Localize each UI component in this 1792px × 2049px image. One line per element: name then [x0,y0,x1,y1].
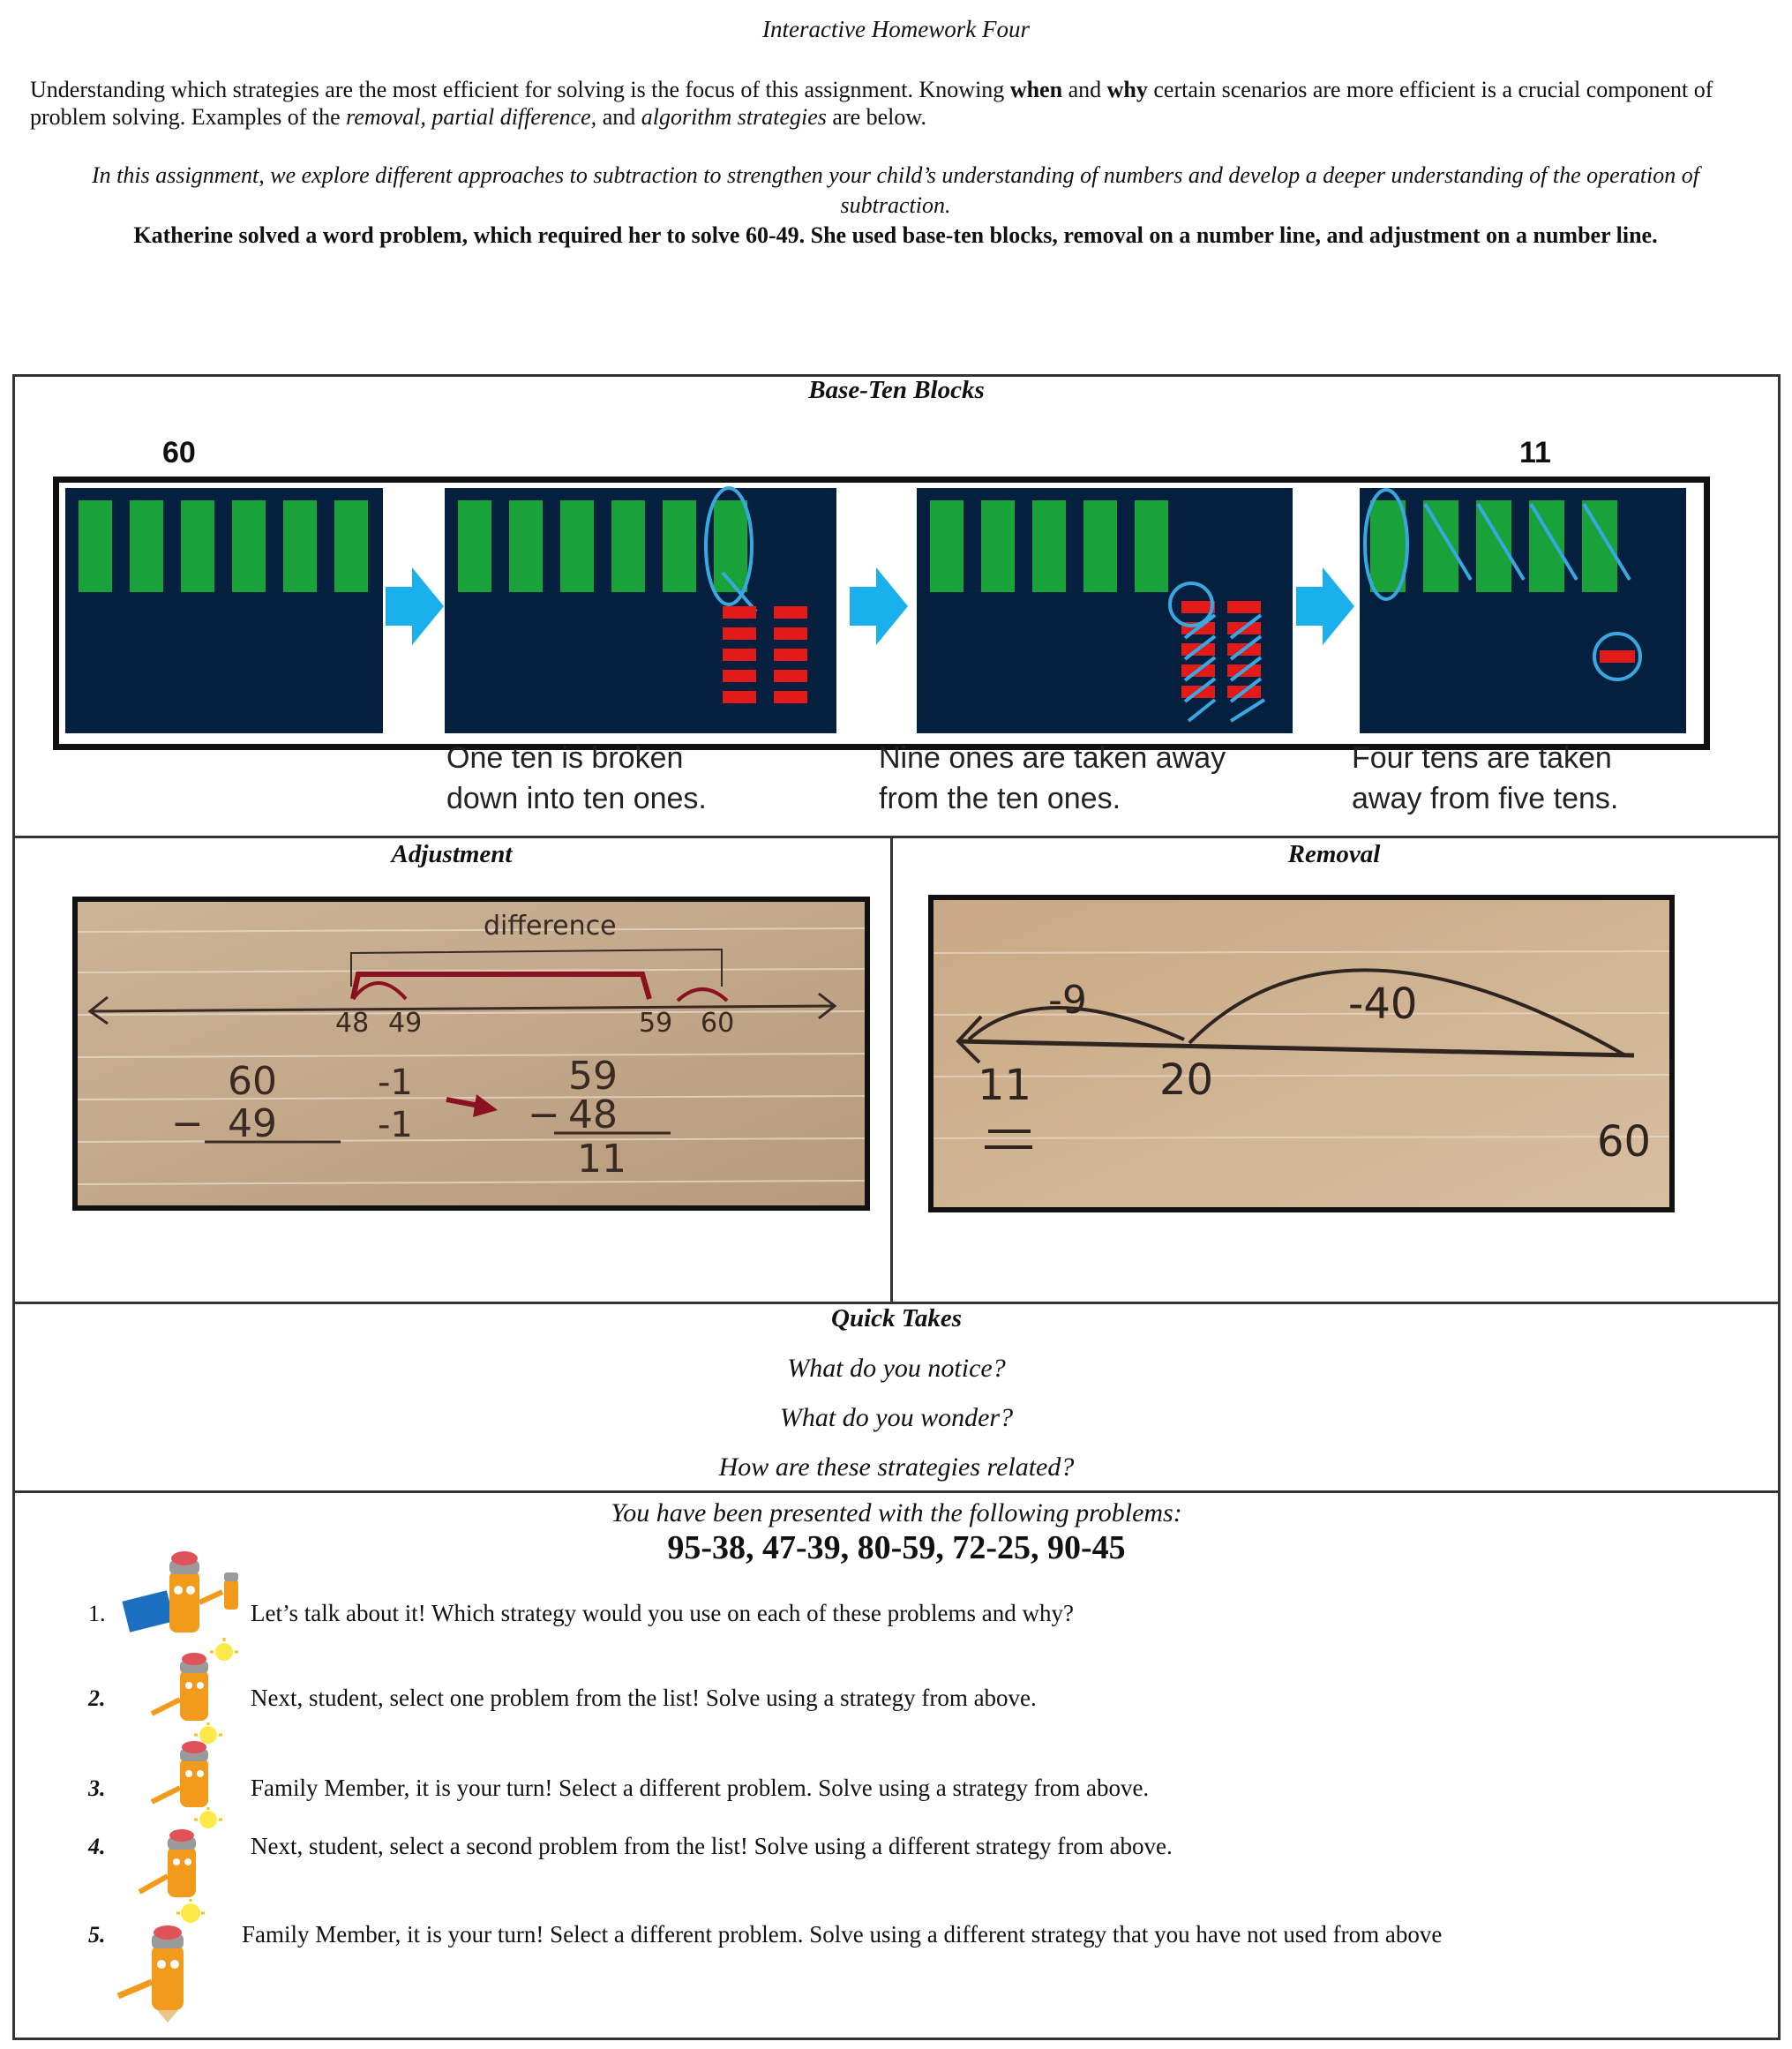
step-number: 4. [88,1834,106,1859]
intro-text-run: and [1062,77,1107,102]
right-minuend: 59 [568,1054,618,1099]
intro-text-run: are below. [826,104,926,130]
tick-label: 60 [701,1008,735,1039]
blocks-panel-regroup [445,488,836,733]
tick-label: 48 [335,1008,370,1039]
adjust-mark: -1 [378,1105,413,1145]
left-minuend: 60 [228,1059,277,1104]
intro-text-run: algorithm strategies [641,104,827,130]
adjust-mark: -1 [378,1062,413,1103]
tick-label: 49 [388,1008,423,1039]
quick-takes-title: Quick Takes [831,1304,962,1332]
intro-text-run: and [596,104,641,130]
divider [15,836,1778,838]
intro-text-run: Understanding which strategies are the most efficient for solving is the focus of this assignment. Knowing [30,77,1010,102]
tick-label: 59 [639,1008,673,1039]
divider [890,836,893,1302]
intro-paragraph [30,76,1751,131]
step-number: 3. [88,1775,106,1801]
pencil-reading-icon [120,1550,252,1638]
problem-statement: Katherine solved a word problem, which required her to solve 60-49. She used base-ten blocks, removal on a number line, and adjustment on a number line. [133,222,1658,248]
intro-text-run: certain scenarios are more efficient is a crucial component of problem solving. Examples of the [30,77,1713,130]
step-number: 1. [88,1601,106,1626]
adjustment-title: Adjustment [391,840,513,868]
difference-label: difference [484,911,617,942]
left-minus-sign: − [171,1101,204,1146]
arrow-right-icon [386,567,444,645]
step-text: Next, student, select a second problem from the list! Solve using a different strategy from above. [251,1833,1173,1859]
intro-text-run: when [1009,77,1063,102]
blocks-panel-start [65,488,383,733]
removal-photo [928,895,1675,1212]
arrow-right-icon [1296,567,1354,645]
step-text: Family Member, it is your turn! Select a different problem. Solve using a different strategy that you have not used from above [242,1921,1443,1948]
end-number-label: 11 [1519,436,1551,469]
removal-point-label: 20 [1159,1055,1214,1105]
intro-text-run: removal, partial difference, [346,104,597,130]
right-subtrahend: 48 [568,1092,618,1137]
removal-jump-label: -40 [1348,979,1418,1029]
step-text: Next, student, select one problem from the list! Solve using a strategy from above. [251,1685,1037,1711]
base-ten-title: Base-Ten Blocks [808,376,985,404]
pencil-idea-icon [145,1723,242,1811]
assignment-note: In this assignment, we explore different approaches to subtraction to strengthen your child’s understanding of numbers and develop a deeper understanding of the operation of subtraction. [92,162,1699,218]
step-number: 5. [88,1922,106,1948]
base-ten-strip [53,477,1710,750]
divider [15,1490,1778,1493]
blocks-panel-take-ones [917,488,1293,733]
caption-break-ten: One ten is broken down into ten ones. [446,741,707,815]
start-number-label: 60 [162,436,196,469]
pencil-idea-icon [132,1807,229,1903]
question-notice: What do you notice? [787,1354,1006,1383]
left-subtrahend: 49 [228,1101,277,1146]
question-related: How are these strategies related? [718,1452,1075,1482]
step-text: Family Member, it is your turn! Select a different problem. Solve using a strategy from above. [251,1775,1150,1801]
right-minus-sign: − [528,1092,560,1137]
removal-point-label: 11 [978,1061,1032,1110]
step-number: 2. [88,1685,106,1711]
blocks-panel-take-tens [1360,488,1686,733]
adjustment-photo [72,897,870,1211]
pencil-idea-icon [145,1638,242,1726]
removal-jump-label: -9 [1048,978,1087,1023]
problems-intro: You have been presented with the following problems: [611,1498,1182,1527]
problem-list: 95-38, 47-39, 80-59, 72-25, 90-45 [667,1529,1126,1566]
adjustment-answer: 11 [577,1137,626,1182]
removal-title: Removal [1287,840,1381,868]
intro-text-run: why [1106,77,1148,102]
question-wonder: What do you wonder? [779,1403,1014,1432]
arrow-right-icon [850,567,908,645]
removal-point-label: 60 [1597,1117,1652,1167]
caption-take-tens: Four tens are taken away from five tens. [1352,741,1619,815]
page-title: Interactive Homework Four [762,16,1030,42]
caption-take-ones: Nine ones are taken away from the ten ones. [879,741,1226,815]
pencil-idea-icon [113,1899,219,2023]
step-text: Let’s talk about it! Which strategy would you use on each of these problems and why? [251,1600,1075,1626]
